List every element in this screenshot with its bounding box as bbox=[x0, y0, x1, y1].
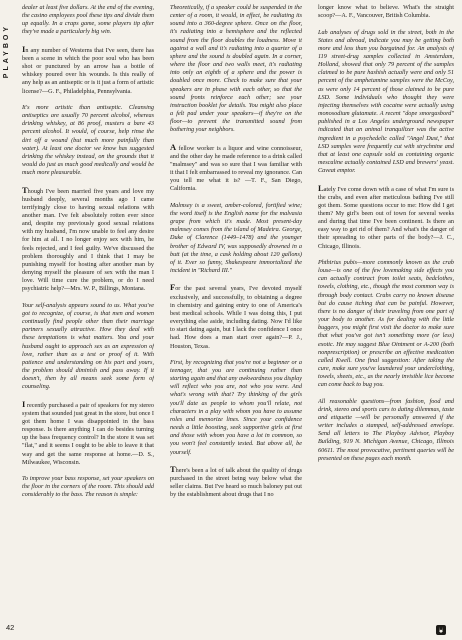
answer-paragraph: dealer at least five dollars. At the end of the evening, the casino employees pool these tips and divide them up equally. In a craps game, some players tip after they've made a particularly big win. bbox=[22, 4, 154, 36]
answer-paragraph: To improve your bass response, set your speakers on the floor in the corners of the room. This should add considerably to the bass. The reason is simple: bbox=[22, 475, 154, 499]
running-head: PLAYBOY bbox=[3, 24, 10, 79]
column-right bbox=[318, 4, 454, 634]
answer-paragraph: It's more artistic than antiseptic. Cleansing antiseptics are usually 70 percent alcohol, whereas drinking whiskey, at 86 proof, musters a bare 43 percent alcohol. It would, of course, help rinse the dirt off a wound (but much more painfully than water). At least one doctor we know has suggested drinking the whiskey instead, on the grounds that it would do just as much good medically and would be much more pleasurable. bbox=[22, 103, 154, 177]
question-paragraph: Though I've been married five years and love my husband deeply, several months ago I came terrifyingly close to having sexual relations with another man. I've felt absolutely rotten ever since and, despite my previously good sexual relations with my husband, I'm now unable to feel any desire for him at all. I no longer enjoy sex with him, he feels rejected, and I feel guilty. We've discussed the problem thoroughly and I think that I may be punishing myself for hosting after another man by denying myself the pleasure of sex with the man I love. Will time cure the problem, or do I need psychiatric help?—Mrs. W. P., Billings, Montana. bbox=[22, 184, 154, 293]
rabbit-head-icon bbox=[436, 625, 446, 635]
answer-paragraph: Lab analyses of drugs sold in the street, both in the States and abroad, indicate you may be getting both more and less than you bargained for. An analysis of 119 street-drug samples collected in Amsterdam, Holland, showed that only 79 percent of the samples claimed to be pure hashish actually were and only 51 percent of the amphetamine samples were the McCoy, as were only 14 percent of those claimed to be pure LSD. Some individuals who thought they were injecting themselves with cocaine were actually using monosodium glutamate. A recent "dope smorgasbord" published in a Los Angeles underground newspaper indicated that an animal tranquilizer was the active ingredient in a psychedelic called "Angel Dust," that LSD samples were frequently cut with strychnine and that at least one capsule sold as containing organic mescaline actually contained LSD and brewers' yeast. Caveat emptor. bbox=[318, 28, 454, 175]
continued-paragraph: longer know what to believe. What's the straight scoop?—A. F., Vancouver, British Columbia. bbox=[318, 4, 454, 20]
question-paragraph: For the past several years, I've devoted myself exclusively, and successfully, to obtaining a degree in chemistry and gaining entry to one of America's best medical schools. While I was doing this, I put everything else aside, including dating. Now I'd like to start dating again, but I lack the confidence I once had. How does a man start over again?—P. J., Houston, Texas. bbox=[170, 282, 302, 350]
answer-paragraph: All reasonable questions—from fashion, food and drink, stereo and sports cars to dating dilemmas, taste and etiquette —will be personally answered if the writer includes a stamped, self-addressed envelope. Send all letters to The Playboy Advisor, Playboy Building, 919 N. Michigan Avenue, Chicago, Illinois 60611. The most provocative, pertinent queries will be presented on these pages each month. bbox=[318, 397, 454, 462]
question-paragraph: Lately I've come down with a case of what I'm sure is the crabs, and even after meticulous bathing I've still got them. Some questions occur to me: How did I get them? My girl's been out of town for several weeks and during that time I've been continent. Is there an easy way to get rid of them? And what's the danger of their spreading to other parts of the body?—J. C., Chicago, Illinois. bbox=[318, 182, 454, 250]
page-number: 42 bbox=[6, 623, 15, 632]
column-left bbox=[22, 4, 154, 634]
question-paragraph: In any number of Westerns that I've seen, there has been a scene in which the poor soul who has been shot or punctured by an arrow has a bottle of whiskey poured over his wounds. Is this really of any help as an antiseptic or is it just a form of artistic license?—G. F., Philadelphia, Pennsylvania. bbox=[22, 43, 154, 95]
question-paragraph: I recently purchased a pair of speakers for my stereo system that sounded just great in the store, but once I got them home I was disappointed in the bass response. Is there anything I can do besides turning up the bass frequency control? In the store it was set "flat," and it seems I ought to be able to leave it that way and get the same response at home.—D. S., Milwaukee, Wisconsin. bbox=[22, 398, 154, 466]
answer-paragraph: Phthirius pubis—more commonly known as the crab louse—is one of the few lovemaking side effects you can actually contract from toilet seats, bedclothes, towels, clothing, etc., though the most common way is through body contact. Crabs carry no known disease but do cause itching that can be painful. However, there is no danger of their traveling from one part of your body to another. As for dealing with the little buggers, you might first visit the doctor to make sure that what you've got isn't something more (or less) exotic. He may suggest Blue Ointment or A-200 (both nonprescription) or prescribe an effective medication called Kwell. One final suggestion: After taking the cure, make sure you've laundered your underclothing, towels, sheets, etc., as the nearly invisible lice become can come back to bug you. bbox=[318, 258, 454, 389]
question-paragraph: A fellow worker is a liquor and wine connoisseur, and the other day he made reference to a drink called "malmsey" and was so sure that I was familiar with it that I felt embarrassed to reveal my ignorance. Can you tell me what it is? —T. F., San Diego, California. bbox=[170, 141, 302, 193]
question-paragraph: There's been a lot of talk about the quality of drugs purchased in the street being way below what the seller claims. But I've heard so much baloney put out by the establishment about drugs that I no bbox=[170, 463, 302, 499]
answer-paragraph: Your self-analysis appears sound to us. What you've got to recognize, of course, is that men and women continually find people other than their marriage partners sexually attractive. How they deal with these temptations is what matters. You and your husband ought to approach sex as an expression of love, rather than as a test or proof of it. With patience and understanding on his part and yours, the problem should diminish and pass away. If it doesn't, then by all means seek some form of counseling. bbox=[22, 301, 154, 391]
answer-paragraph: Theoretically, if a speaker could be suspended in the center of a room, it would, in effect, be radiating its sound into a 360-degree sphere. Once on the floor, it's radiating into a hemisphere and the reflected sound from the floor doubles the loudness. Move it against a wall and it's radiating into a quarter of a sphere and the sound is doubled again. In a corner, where the floor and two walls meet, it's radiating into only an eighth of a sphere and the power is doubled once more. Check to make sure that your speakers are in phase with each other, so that the sound fronts reinforce each other; see your instruction booklet for details. You might also place a felt pad under your speakers—if they're on the floor—to prevent the transmitted sound from bothering your neighbors. bbox=[170, 4, 302, 134]
answer-paragraph: Malmsey is a sweet, amber-colored, fortified wine; the word itself is the English name for the malvasia grape from which it's made. Most present-day malmsey comes from the island of Madeira. George, Duke of Clarence (1449–1478) and the younger brother of Edward IV, was supposedly drowned in a butt (at the time, a cask holding about 120 gallons) of it. Ever so funny, Shakespeare immortalized the incident in "Richard III." bbox=[170, 201, 302, 275]
answer-paragraph: First, by recognizing that you're not a beginner or a teenager, that you are continuing rather than starting again and that any awkwardness you display will reflect who you are, not who you were. And what's wrong with that? Try thinking of the girls you'll date as people to whom you'll relate, not characters in a play with whom you have to assume roles and memorize lines. Since your confidence needs a little boosting, seek supportive girls at first and those with whom you have a lot in common, so you won't feel constantly tested. But above all, be yourself. bbox=[170, 358, 302, 456]
column-middle bbox=[170, 4, 302, 634]
